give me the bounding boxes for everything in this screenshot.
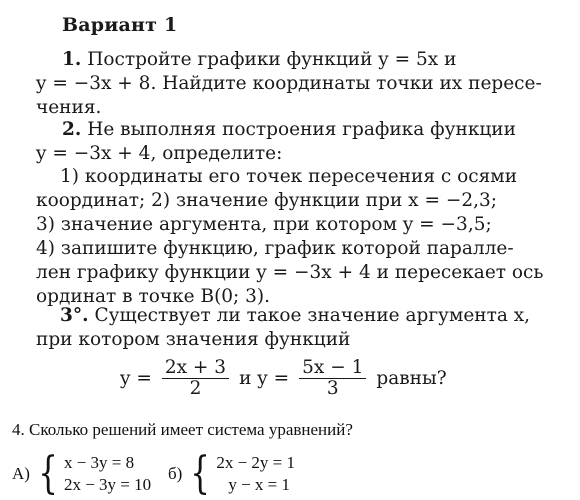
fraction-2-denominator: 3 xyxy=(326,378,339,399)
task-3-text-1: Существует ли такое значение аргумента x, xyxy=(94,305,531,326)
variant-title: Вариант 1 xyxy=(62,14,178,36)
formula-y-left: y = xyxy=(120,368,152,389)
task-2-item-text-6: ординат в точке B(0; 3). xyxy=(36,286,271,307)
task-1-text-3: чения. xyxy=(36,97,102,118)
system-a-equations xyxy=(64,452,151,496)
task-2-items xyxy=(36,165,560,309)
system-b-label: б) xyxy=(168,464,183,483)
task-2-text-2: y = −3x + 4, определите: xyxy=(36,143,283,164)
task-2-item-text-4: 4) запишите функцию, график которой паралле- xyxy=(36,238,514,259)
formula-tail: равны? xyxy=(376,368,447,389)
task-2-item-text-3: 3) значение аргумента, при котором y = −3,5; xyxy=(36,214,492,235)
task-2-item-text-1: 1) координаты его точек пересечения с осями xyxy=(60,166,518,187)
task-4-question: 4. Сколько решений имеет система уравнений? xyxy=(12,420,353,439)
task-2-item-text-5: лен графику функции y = −3x + 4 и пересекает ось xyxy=(36,262,544,283)
left-brace-icon: { xyxy=(190,448,211,499)
task-2 xyxy=(36,118,560,166)
task-2-item-text-2: координат; 2) значение функции при x = −2,3; xyxy=(36,190,498,211)
formula-and: и y = xyxy=(239,368,290,389)
task-2-line-1 xyxy=(36,118,560,142)
task-1-text-1: Постройте графики функций y = 5x и xyxy=(87,49,457,70)
task-1 xyxy=(36,48,560,120)
left-brace-icon: { xyxy=(38,448,58,499)
task-1-line-1 xyxy=(36,48,560,72)
fraction-1-numerator: 2x + 3 xyxy=(162,358,229,379)
task-3 xyxy=(36,304,560,352)
system-a-eq-2: 2x − 3y = 10 xyxy=(63,475,152,494)
system-b-equations xyxy=(216,452,295,496)
task-2-text-1: Не выполняя построения графика функции xyxy=(87,119,516,140)
task-1-text-2: y = −3x + 8. Найдите координаты точки их пересе- xyxy=(36,73,542,94)
task-3-text-2: при котором значения функций xyxy=(36,329,351,350)
task-2-number: 2. xyxy=(62,119,82,140)
system-b-eq-2: y − x = 1 xyxy=(228,475,290,494)
fraction-2 xyxy=(299,358,366,399)
fraction-2-numerator: 5x − 1 xyxy=(299,358,366,379)
system-a-label: А) xyxy=(12,464,30,483)
system-a xyxy=(12,448,152,499)
system-b-eq-1: 2x − 2y = 1 xyxy=(216,453,295,472)
task-3-number: 3°. xyxy=(60,305,89,326)
fraction-1 xyxy=(162,358,229,399)
task-3-line-1 xyxy=(36,304,560,328)
system-a-eq-1: x − 3y = 8 xyxy=(63,453,135,472)
system-b xyxy=(168,448,295,499)
fraction-1-denominator: 2 xyxy=(189,378,202,399)
task-2-item-line-1 xyxy=(36,165,560,189)
task-3-formula xyxy=(120,358,447,399)
task-1-number: 1. xyxy=(62,49,82,70)
